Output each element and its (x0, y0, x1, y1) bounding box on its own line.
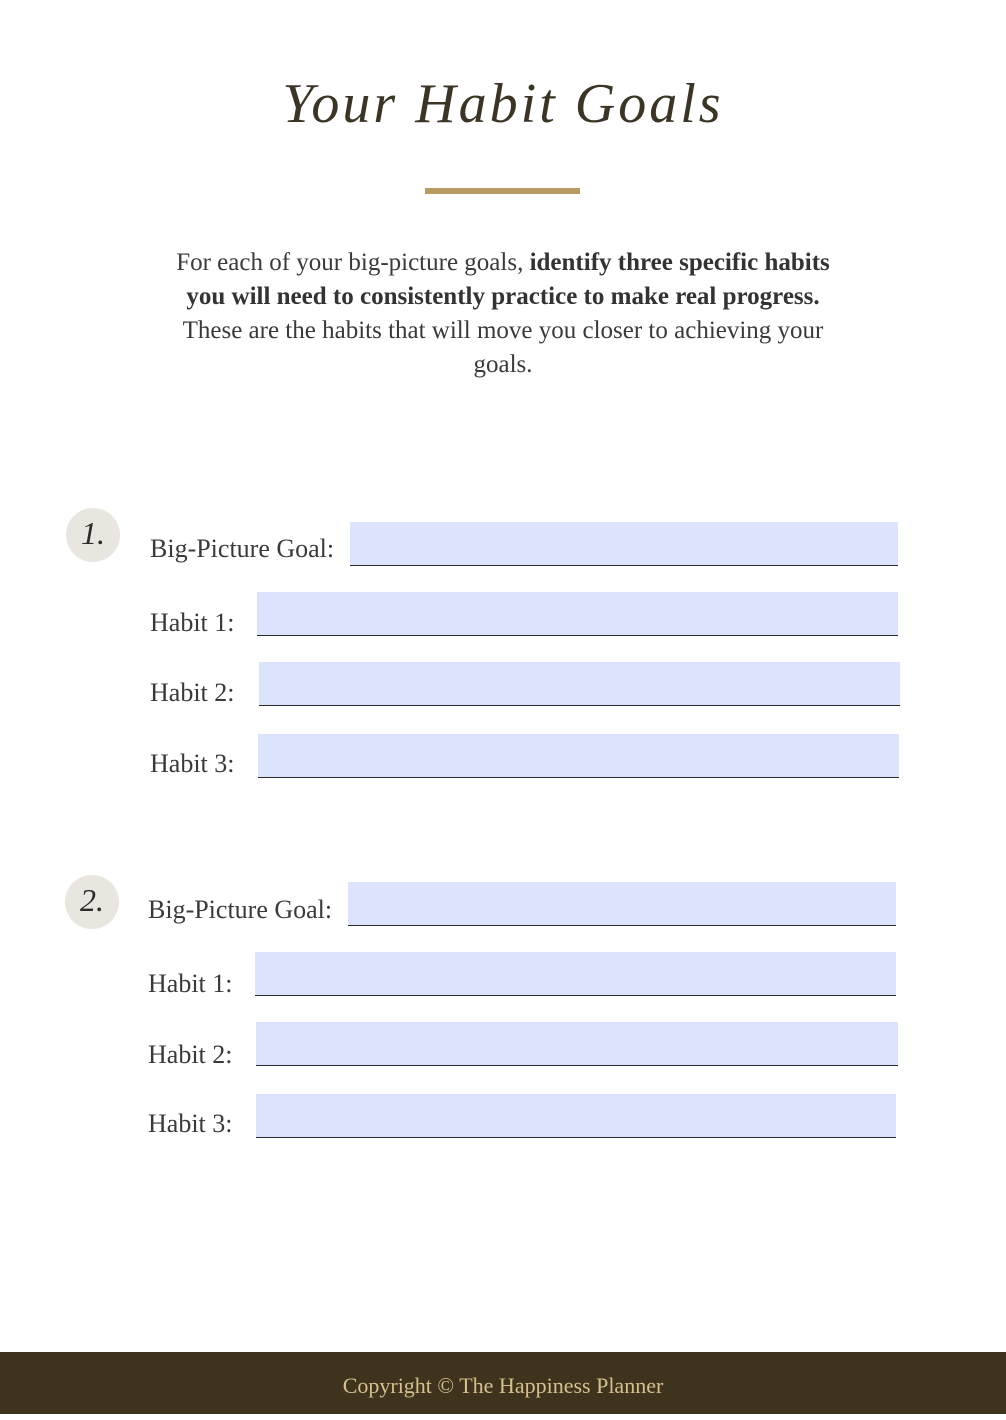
big-picture-goal-label: Big-Picture Goal: (150, 534, 335, 563)
habit-2-field[interactable] (256, 1022, 898, 1066)
habit-1-label: Habit 1: (150, 608, 235, 637)
habit-3-label: Habit 3: (150, 749, 235, 778)
copyright-text: Copyright © The Happiness Planner (342, 1373, 664, 1398)
big-picture-goal-field[interactable] (350, 522, 898, 566)
section-number-badge: 2. (65, 875, 119, 929)
habit-1-label: Habit 1: (148, 969, 233, 998)
title-divider (425, 188, 580, 194)
page-title: Your Habit Goals (282, 73, 724, 135)
habit-3-label: Habit 3: (148, 1109, 233, 1138)
intro-paragraph (170, 246, 836, 382)
big-picture-goal-label: Big-Picture Goal: (148, 895, 333, 924)
section-number-badge: 1. (66, 508, 120, 562)
habit-2-field[interactable] (259, 662, 900, 706)
footer (0, 1352, 1006, 1414)
habit-2-label: Habit 2: (150, 678, 235, 707)
big-picture-goal-field[interactable] (348, 882, 896, 926)
habit-3-field[interactable] (258, 734, 899, 778)
habit-1-field[interactable] (257, 592, 898, 636)
habit-1-field[interactable] (255, 952, 896, 996)
habit-2-label: Habit 2: (148, 1040, 233, 1069)
habit-3-field[interactable] (256, 1094, 896, 1138)
intro-bold-text: identify three specific habits you will need to consistently practice to make real progress. (186, 249, 830, 310)
intro-text-before: For each of your big-picture goals, (176, 249, 530, 276)
intro-text-after: These are the habits that will move you closer to achieving your goals. (182, 317, 824, 378)
